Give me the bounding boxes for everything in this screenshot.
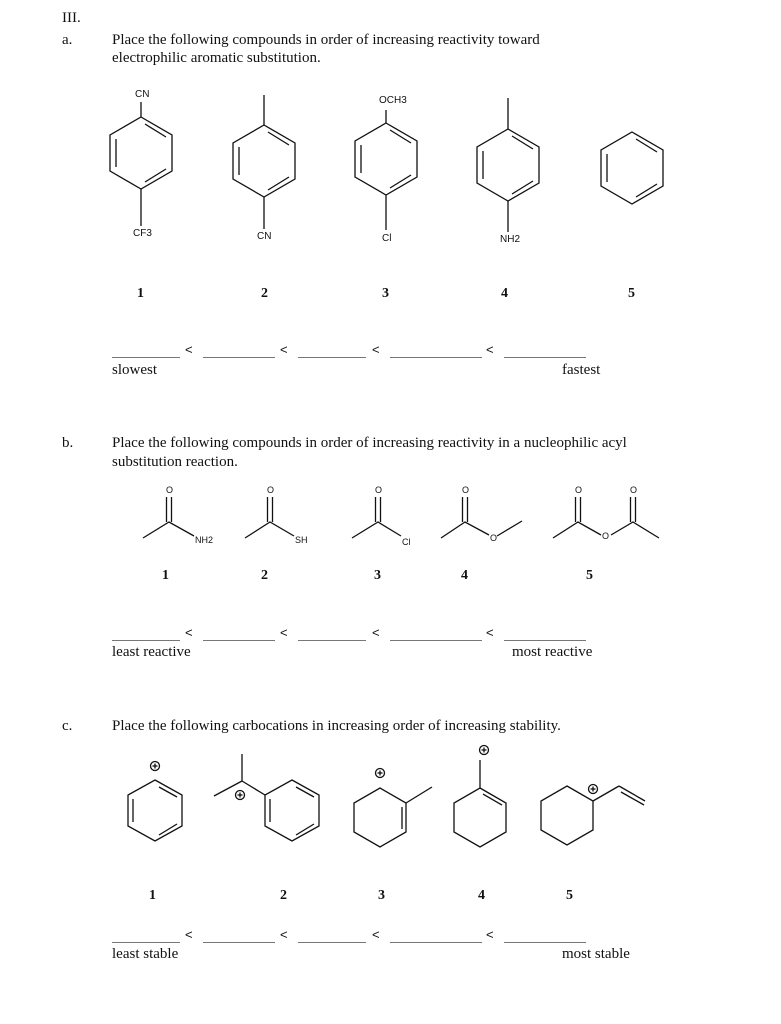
compound-number: 3: [374, 568, 381, 583]
less-than-sign: <: [280, 927, 288, 942]
answer-blank[interactable]: [504, 640, 586, 641]
answer-blank[interactable]: [390, 640, 482, 641]
label-oxygen: O: [575, 485, 583, 495]
answer-blank[interactable]: [390, 942, 482, 943]
part-a-question-line2: electrophilic aromatic substitution.: [112, 50, 321, 66]
caption-most-reactive: most reactive: [512, 644, 593, 660]
label-och3: OCH3: [379, 95, 407, 106]
answer-blank[interactable]: [298, 357, 366, 358]
answer-blank[interactable]: [112, 640, 180, 641]
less-than-sign: <: [372, 927, 380, 942]
carbocation-c3-structure: [354, 769, 432, 848]
label-cl: Cl: [402, 537, 411, 547]
label-oxygen: O: [630, 485, 638, 495]
part-a-question-line1: Place the following compounds in order of increasing reactivity toward: [112, 32, 540, 48]
label-sh: SH: [295, 535, 308, 545]
compound-number: 1: [137, 286, 144, 301]
compound-number: 3: [378, 888, 385, 903]
carbocation-c5-structure: [541, 785, 645, 846]
label-cn-bottom: CN: [257, 231, 272, 242]
less-than-sign: <: [372, 342, 380, 357]
caption-fastest: fastest: [562, 362, 601, 378]
compound-number: 5: [628, 286, 635, 301]
compound-a3-structure: [355, 110, 417, 230]
compound-number: 3: [382, 286, 389, 301]
label-oxygen: O: [166, 485, 174, 495]
compound-a2-structure: [233, 95, 295, 229]
answer-blank[interactable]: [112, 942, 180, 943]
part-b-question-line1: Place the following compounds in order of increasing reactivity in a nucleophilic acyl: [112, 435, 627, 451]
caption-least-reactive: least reactive: [112, 644, 191, 660]
less-than-sign: <: [185, 342, 193, 357]
part-b-letter: b.: [62, 435, 74, 451]
less-than-sign: <: [372, 625, 380, 640]
section-number: III.: [62, 10, 81, 26]
caption-slowest: slowest: [112, 362, 157, 378]
label-cf3: CF3: [133, 228, 152, 239]
less-than-sign: <: [280, 625, 288, 640]
compound-number: 4: [501, 286, 508, 301]
caption-most-stable: most stable: [562, 946, 630, 962]
label-cn-top: CN: [135, 89, 150, 100]
answer-blank[interactable]: [203, 640, 275, 641]
less-than-sign: <: [185, 927, 193, 942]
compound-a4-structure: [477, 98, 539, 232]
label-nh2: NH2: [195, 535, 214, 545]
compound-number: 4: [478, 888, 485, 903]
less-than-sign: <: [486, 342, 494, 357]
label-nh2: NH2: [500, 234, 521, 245]
answer-blank[interactable]: [203, 942, 275, 943]
compound-number: 5: [586, 568, 593, 583]
compound-number: 2: [261, 286, 268, 301]
compound-number: 2: [261, 568, 268, 583]
less-than-sign: <: [280, 342, 288, 357]
compound-b3-structure: [352, 497, 401, 538]
compound-number: 4: [461, 568, 468, 583]
part-b-question-line2: substitution reaction.: [112, 454, 238, 470]
less-than-sign: <: [185, 625, 193, 640]
label-oxygen: O: [462, 485, 470, 495]
carbocation-c1-structure: [128, 762, 182, 842]
less-than-sign: <: [486, 927, 494, 942]
caption-least-stable: least stable: [112, 946, 179, 962]
answer-blank[interactable]: [112, 357, 180, 358]
part-a-letter: a.: [62, 32, 73, 48]
compound-number: 2: [280, 888, 287, 903]
compound-number: 1: [162, 568, 169, 583]
label-oxygen: O: [490, 533, 498, 543]
carbocation-c2-structure: [214, 754, 319, 841]
answer-blank[interactable]: [390, 357, 482, 358]
compound-b2-structure: [245, 497, 294, 538]
answer-blank[interactable]: [203, 357, 275, 358]
label-oxygen: O: [267, 485, 275, 495]
compound-b4-structure: [441, 497, 522, 538]
part-c-question: Place the following carbocations in increasing order of increasing stability.: [112, 718, 561, 734]
less-than-sign: <: [486, 625, 494, 640]
label-oxygen: O: [602, 531, 610, 541]
answer-blank[interactable]: [504, 357, 586, 358]
compound-number: 5: [566, 888, 573, 903]
answer-blank[interactable]: [504, 942, 586, 943]
label-oxygen: O: [375, 485, 383, 495]
label-cl: Cl: [382, 233, 392, 244]
part-c-letter: c.: [62, 718, 73, 734]
carbocation-c4-structure: [454, 746, 506, 848]
compound-a1-structure: [110, 102, 172, 226]
compound-number: 1: [149, 888, 156, 903]
compound-a5-structure: [601, 132, 663, 204]
compound-b1-structure: [143, 497, 194, 538]
answer-blank[interactable]: [298, 640, 366, 641]
answer-blank[interactable]: [298, 942, 366, 943]
